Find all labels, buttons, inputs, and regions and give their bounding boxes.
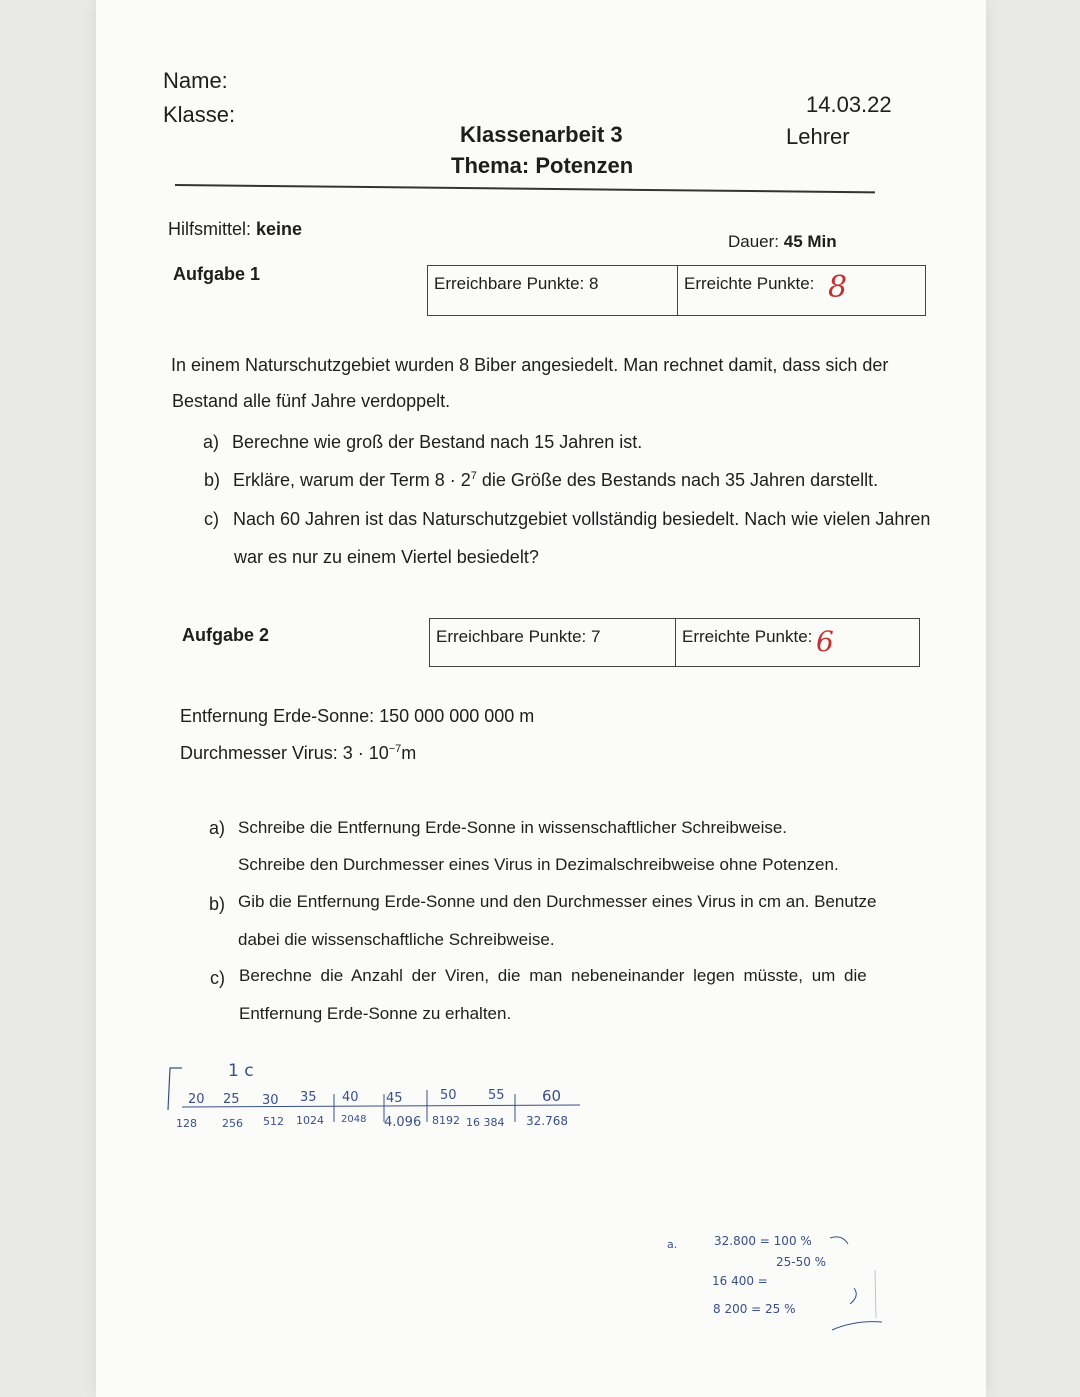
note-year-50: 50 [440, 1088, 457, 1103]
task2-a-text2: Schreibe den Durchmesser eines Virus in Dezimalschreibweise ohne Potenzen. [238, 855, 839, 874]
calc-label: a. [667, 1238, 678, 1251]
note-value-256: 256 [222, 1117, 243, 1130]
exam-title: Klassenarbeit 3 [460, 122, 623, 147]
task1-points-box [427, 265, 926, 316]
task2-virus-post: m [401, 743, 417, 763]
class-label: Klasse: [163, 102, 236, 127]
task1-intro-line2: Bestand alle fünf Jahre verdoppelt. [172, 391, 451, 411]
note-year-30: 30 [262, 1093, 279, 1108]
task2-b-text1: Gib die Entfernung Erde-Sonne und den Durchmesser eines Virus in cm an. Benutze [238, 892, 877, 911]
task2-virus [180, 743, 416, 764]
task2-achieved-points [675, 619, 919, 666]
name-label: Name: [163, 68, 228, 93]
note-year-25: 25 [223, 1092, 240, 1107]
date: 14.03.22 [806, 92, 892, 117]
notes-heading: 1 c [228, 1061, 254, 1081]
note-year-20: 20 [188, 1092, 205, 1107]
calc-line-1: 32.800 = 100 % [714, 1234, 812, 1248]
task2-c-text2: Entfernung Erde-Sonne zu erhalten. [239, 1004, 512, 1023]
note-value-8192: 8192 [432, 1114, 460, 1127]
exam-sheet [96, 0, 986, 1397]
task1-c-text2: war es nur zu einem Viertel besiedelt? [234, 547, 539, 567]
task2-points-label: Erreichte Punkte: [682, 627, 813, 646]
calc-line-2: 25-50 % [776, 1255, 827, 1269]
note-value-128: 128 [176, 1117, 197, 1130]
note-year-60: 60 [542, 1087, 562, 1105]
task1-b-label: b) [204, 470, 221, 490]
aids-label: Hilfsmittel: [168, 219, 257, 239]
task1-b-pre: Erkläre, warum der Term 8 · 2 [233, 470, 471, 490]
task1-b-post: die Größe des Bestands nach 35 Jahren darstellt. [476, 470, 879, 490]
task2-c-text1: Berechne die Anzahl der Viren, die man nebeneinander legen müsste, um die [239, 966, 867, 985]
aids-value: keine [256, 219, 303, 239]
task2-title: Aufgabe 2 [182, 625, 270, 645]
task2-b-text2: dabei die wissenschaftliche Schreibweise. [238, 930, 555, 949]
task2-distance: Entfernung Erde-Sonne: 150 000 000 000 m [180, 706, 535, 726]
duration [728, 232, 837, 252]
task2-max-points: Erreichbare Punkte: 7 [436, 627, 601, 646]
teacher-label: Lehrer [786, 124, 850, 149]
task1-b-text [233, 470, 878, 491]
note-year-55: 55 [488, 1088, 505, 1103]
note-value-32768: 32.768 [526, 1114, 568, 1128]
task1-points-handwritten: 8 [828, 270, 848, 305]
task1-points-label: Erreichte Punkte: [684, 274, 815, 293]
task1-title: Aufgabe 1 [173, 264, 261, 284]
task2-b-label: b) [209, 894, 226, 914]
task1-a-text: Berechne wie groß der Bestand nach 15 Jahren ist. [232, 432, 643, 452]
duration-value: 45 Min [783, 232, 837, 251]
task1-c-text1: Nach 60 Jahren ist das Naturschutzgebiet vollständig besiedelt. Nach wie vielen Jahren [233, 509, 931, 529]
calc-line-4: 8 200 = 25 % [713, 1302, 796, 1316]
task1-c-label: c) [204, 509, 219, 529]
exam-topic: Thema: Potenzen [451, 153, 634, 178]
note-value-2048: 2048 [341, 1114, 367, 1125]
calc-annotation-marks [820, 1230, 890, 1340]
task1-achieved-points [677, 266, 925, 315]
note-value-16384: 16 384 [466, 1116, 505, 1129]
note-value-1024: 1024 [296, 1114, 324, 1127]
note-value-512: 512 [263, 1115, 284, 1128]
task1-intro-line1: In einem Naturschutzgebiet wurden 8 Biber angesiedelt. Man rechnet damit, dass sich der [171, 355, 889, 375]
note-year-35: 35 [300, 1090, 317, 1105]
task1-b-exp: 7 [470, 470, 477, 482]
task2-points-box [429, 618, 920, 667]
calc-line-3: 16 400 = [712, 1274, 768, 1288]
task2-points-handwritten: 6 [816, 625, 834, 658]
task2-virus-pre: Durchmesser Virus: 3 · 10 [180, 743, 389, 763]
task1-a-label: a) [203, 432, 220, 452]
aids [168, 219, 302, 240]
task1-max-points: Erreichbare Punkte: 8 [434, 274, 599, 293]
task2-virus-exp: −7 [388, 743, 402, 755]
note-year-45: 45 [386, 1091, 403, 1106]
note-value-4096: 4.096 [384, 1115, 422, 1130]
duration-label: Dauer: [728, 232, 784, 251]
task2-a-label: a) [209, 818, 226, 838]
task2-c-label: c) [210, 968, 225, 988]
task2-a-text1: Schreibe die Entfernung Erde-Sonne in wissenschaftlicher Schreibweise. [238, 818, 788, 837]
note-year-40: 40 [342, 1090, 359, 1105]
